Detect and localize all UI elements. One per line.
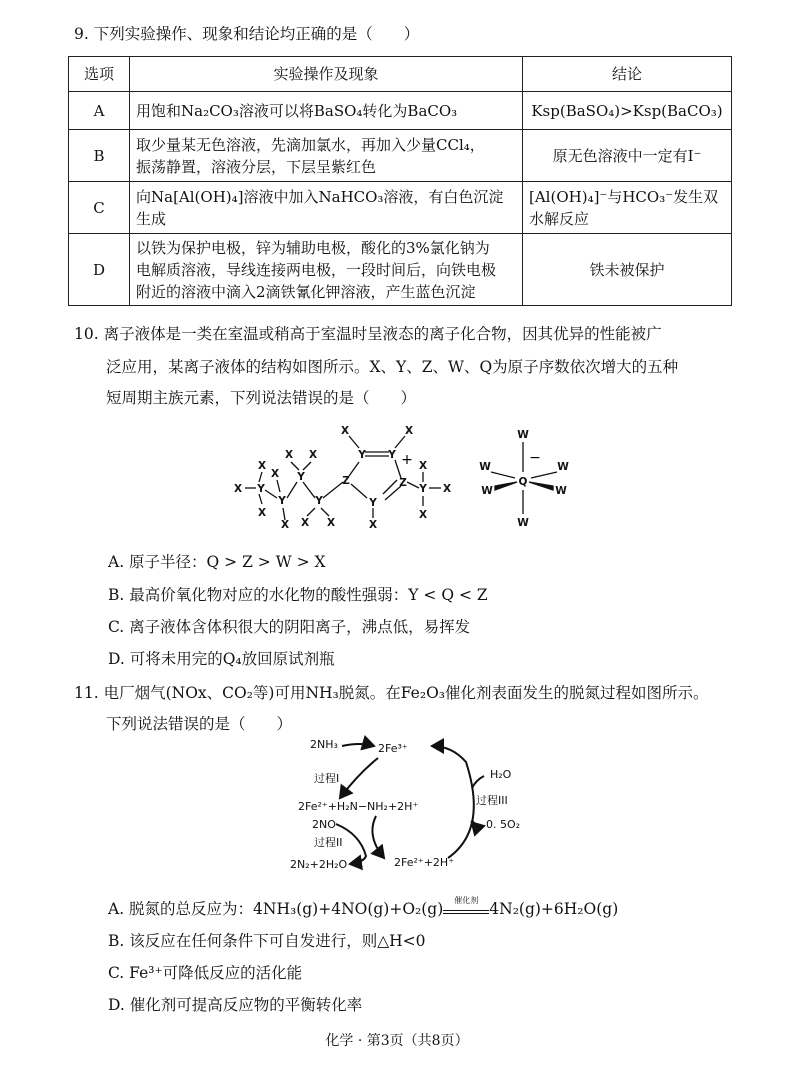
- catalyst-label: 催化剂: [454, 895, 479, 905]
- row-d-option: D: [69, 234, 130, 306]
- row-d-op-line: 电解质溶液，导线连接两电极，一段时间后，向铁电极: [136, 260, 497, 279]
- minus-charge: −: [529, 450, 541, 466]
- row-a-conclusion: [523, 92, 732, 130]
- row-c-con-line: 水解反应: [529, 209, 590, 228]
- atom-x: X: [442, 483, 452, 495]
- row-c-op-line: 向Na[Al(OH)₄]溶液中加入NaHCO₃溶液，有白色沉淀: [136, 187, 504, 206]
- q10-option-c: C. 离子液体含体积很大的阴阳离子，沸点低，易挥发: [108, 618, 471, 636]
- q10-stem-text: 离子液体是一类在室温或稍高于室温时呈液态的离子化合物，因其优异的性能被广: [103, 325, 662, 343]
- cation-atoms: [234, 425, 451, 530]
- q10-number: 10.: [74, 325, 99, 343]
- row-b-op-line: 振荡静置，溶液分层，下层呈紫红色: [136, 157, 377, 176]
- cycle-labels: [290, 738, 520, 871]
- atom-w: W: [517, 517, 529, 529]
- atom-x: X: [300, 517, 310, 529]
- atom-y: Y: [315, 495, 323, 507]
- row-a-con-line: Ksp(BaSO₄)>Ksp(BaCO₃): [531, 101, 723, 120]
- q9-table-header: [69, 57, 732, 92]
- q10-stem-line: [74, 322, 662, 344]
- anion-atoms: [479, 429, 569, 529]
- label-product-2: 2N₂+2H₂O: [290, 858, 348, 871]
- q11-option-b: B. 该反应在任何条件下可自发进行，则△H<0: [108, 932, 426, 950]
- row-c-con-line: [Al(OH)₄]⁻与HCO₃⁻发生双: [529, 187, 719, 206]
- q11-option-a: [108, 897, 618, 919]
- row-d-con-line: 铁未被保护: [589, 260, 665, 279]
- q9-stem-text: 下列实验操作、现象和结论均正确的是（ ）: [93, 25, 420, 43]
- label-h2o: H₂O: [490, 768, 512, 781]
- option-a-products: 4N₂(g)+6H₂O(g): [489, 900, 619, 918]
- row-a-operation: [130, 92, 523, 130]
- row-d-operation: [130, 234, 523, 306]
- atom-y: Y: [257, 483, 265, 495]
- row-c-conclusion: [523, 182, 732, 234]
- atom-x: X: [284, 449, 294, 461]
- table-row: [69, 234, 732, 306]
- q11-stem-line: 下列说法错误的是（ ）: [106, 715, 293, 733]
- label-process-3: 过程III: [476, 794, 508, 807]
- row-b-option: B: [69, 130, 130, 182]
- q9-table: [68, 56, 732, 306]
- row-d-op-line: 附近的溶液中滴入2滴铁氰化钾溶液，产生蓝色沉淀: [136, 282, 476, 301]
- atom-x: X: [368, 519, 378, 530]
- page-footer: 化学 · 第3页（共8页）: [325, 1033, 469, 1049]
- atom-x: X: [404, 425, 414, 437]
- q9-header-option: 选项: [69, 57, 130, 92]
- atom-y: Y: [278, 495, 286, 507]
- q11-option-c: C. Fe³⁺可降低反应的活化能: [108, 964, 303, 982]
- q10-option-d: D. 可将未用完的Q₄放回原试剂瓶: [108, 650, 335, 668]
- label-o2: 0. 5O₂: [486, 818, 521, 831]
- atom-q: Q: [518, 476, 528, 488]
- q10-stem-line: 泛应用，某离子液体的结构如图所示。X、Y、Z、W、Q为原子序数依次增大的五种: [106, 358, 679, 376]
- atom-x: X: [257, 507, 267, 519]
- atom-x: X: [326, 517, 336, 529]
- label-intermediate: 2Fe²⁺+H₂N−NH₂+2H⁺: [298, 800, 419, 813]
- label-no: 2NO: [312, 818, 336, 831]
- q11-number: 11.: [74, 684, 99, 702]
- atom-w: W: [557, 461, 569, 473]
- q10-stem-line: 短周期主族元素，下列说法错误的是（ ）: [106, 389, 417, 407]
- atom-y: Y: [358, 449, 366, 461]
- atom-x: X: [308, 449, 318, 461]
- label-fe2: 2Fe²⁺+2H⁺: [394, 856, 455, 869]
- q10-option-a: A. 原子半径：Q > Z > W > X: [108, 553, 326, 571]
- row-d-conclusion: [523, 234, 732, 306]
- atom-w: W: [481, 485, 493, 497]
- catalyst-equals-sign: [443, 895, 489, 914]
- ionic-liquid-structure: [225, 420, 595, 530]
- atom-y: Y: [369, 497, 377, 509]
- option-a-reactants: A. 脱氮的总反应为：4NH₃(g)+4NO(g)+O₂(g): [108, 900, 444, 918]
- q9-number: 9.: [74, 25, 89, 43]
- table-row: [69, 182, 732, 234]
- atom-x: X: [280, 519, 290, 530]
- atom-w: W: [555, 485, 567, 497]
- atom-x: X: [270, 468, 280, 480]
- q11-stem-text: 电厂烟气(NOx、CO₂等)可用NH₃脱氮。在Fe₂O₃催化剂表面发生的脱氮过程如图所示。: [103, 684, 709, 702]
- row-b-op-line: 取少量某无色溶液，先滴加氯水，再加入少量CCl₄，: [136, 135, 485, 154]
- table-row: [69, 92, 732, 130]
- q9-header-conclusion: 结论: [523, 57, 732, 92]
- atom-w: W: [517, 429, 529, 441]
- row-c-operation: [130, 182, 523, 234]
- atom-x: X: [418, 460, 428, 472]
- atom-z: Z: [399, 477, 407, 489]
- atom-y: Y: [297, 471, 305, 483]
- atom-z: Z: [342, 475, 350, 487]
- q10-option-b: B. 最高价氧化物对应的水化物的酸性强弱：Y < Q < Z: [108, 586, 488, 604]
- label-process-1: 过程I: [314, 772, 340, 785]
- q9-stem: [74, 22, 419, 44]
- row-a-option: A: [69, 92, 130, 130]
- q9-header-operation: 实验操作及现象: [130, 57, 523, 92]
- row-b-con-line: 原无色溶液中一定有I⁻: [552, 146, 702, 165]
- atom-x: X: [233, 483, 243, 495]
- atom-y: Y: [419, 483, 427, 495]
- label-fe3: 2Fe³⁺: [378, 742, 408, 755]
- q11-option-d: D. 催化剂可提高反应物的平衡转化率: [108, 996, 363, 1014]
- row-c-op-line: 生成: [136, 209, 167, 228]
- atom-x: X: [418, 509, 428, 521]
- atom-y: Y: [388, 449, 396, 461]
- atom-w: W: [479, 461, 491, 473]
- row-a-op-line: 用饱和Na₂CO₃溶液可以将BaSO₄转化为BaCO₃: [136, 101, 458, 120]
- row-d-op-line: 以铁为保护电极，锌为辅助电极，酸化的3%氯化钠为: [136, 238, 490, 257]
- atom-x: X: [340, 425, 350, 437]
- atom-x: X: [257, 460, 267, 472]
- row-b-operation: [130, 130, 523, 182]
- table-row: [69, 130, 732, 182]
- label-nh3: 2NH₃: [310, 738, 338, 751]
- label-process-2: 过程II: [314, 836, 343, 849]
- row-c-option: C: [69, 182, 130, 234]
- row-b-conclusion: [523, 130, 732, 182]
- denitrification-cycle-diagram: [280, 732, 540, 880]
- plus-charge: +: [401, 452, 413, 468]
- q11-stem-line: [74, 681, 709, 703]
